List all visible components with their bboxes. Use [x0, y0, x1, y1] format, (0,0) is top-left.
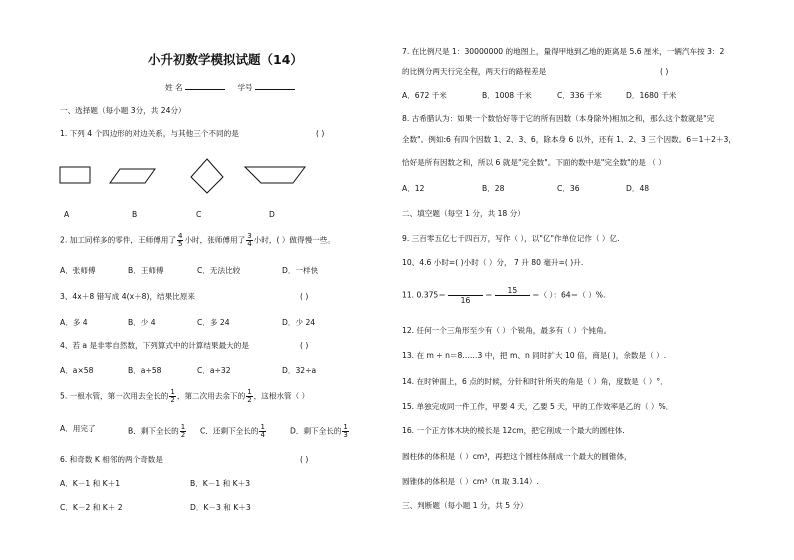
trapezoid-shape [245, 167, 305, 183]
q7-option-b[interactable]: B．1008 千米 [482, 91, 532, 100]
q8-option-a[interactable]: A．12 [402, 184, 425, 193]
fraction: $\frac{4}{5}$ [177, 232, 183, 248]
q16-line-2: 圆柱体的体积是（ ）cm³，再把这个圆柱体削成一个最大的圆锥体， [402, 452, 632, 461]
q7-answer-paren[interactable]: ( ) [660, 67, 669, 76]
q11-text: 11. 0.375＝ 16 ＝ 15 ＝（ ）：64＝（ ）%. [402, 286, 606, 306]
q6-option-a[interactable]: A．K－1 和 K＋1 [60, 479, 121, 488]
rectangle-shape [60, 167, 90, 183]
section-judge-heading: 三、判断题（每小题 1 分，共 5 分） [402, 501, 528, 510]
fraction: $\frac{3}{4}$ [247, 232, 252, 248]
student-info [165, 83, 295, 92]
q4-text: 4、若 a 是非零自然数，下列算式中的计算结果最大的是 [60, 341, 249, 350]
name-label: 姓 名 [165, 83, 183, 92]
q2-option-b[interactable]: B．王师傅 [128, 266, 164, 275]
q2-option-d[interactable]: D．一样快 [282, 266, 319, 275]
q4-option-b[interactable]: B．a÷58 [128, 366, 162, 375]
page-title: 小升初数学模拟试题（14） [148, 52, 303, 67]
q8-line-2: 全数"。例如:6 有四个因数 1、2、3、6，除本身 6 以外，还有 1、2、3 三个因数。6＝1＋2＋3， [402, 135, 736, 144]
q3-option-d[interactable]: D．少 24 [282, 318, 316, 327]
q7-option-c[interactable]: C．336 千米 [557, 91, 602, 100]
q15-text: 15. 单独完成同一件工作，甲要 4 天，乙要 5 天，甲的工作效率是乙的（ ）%． [402, 402, 674, 411]
q2-text: 2. 加工同样多的零件，王师傅用了 $\frac{4}{5}$ 小时，张师傅用了 $\frac{3}{4}$ 小时，( ）做得慢一些。 [60, 232, 335, 248]
q16-line-3: 圆锥体的体积是（ ）cm³（π 取 3.14）. [402, 477, 539, 486]
q1-option-c[interactable]: C [196, 210, 202, 219]
q9-text: 9. 三百零五亿七千四百万，写作（ ），以"亿"作单位记作（ ）亿. [402, 234, 620, 243]
section-fill-heading: 二、填空题（每空 1 分，共 18 分） [402, 209, 525, 218]
q3-answer-paren[interactable]: ( ) [300, 292, 309, 301]
q5-option-b[interactable]: B．剩下全长的 $\frac{1}{2}$ [128, 423, 186, 439]
q12-text: 12. 任何一个三角形至少有（ ）个锐角，最多有（ ）个钝角。 [402, 326, 612, 335]
q6-option-d[interactable]: D．K－3 和 K＋3 [190, 503, 251, 512]
q6-answer-paren[interactable]: ( ) [300, 455, 309, 464]
q6-option-c[interactable]: C．K－2 和 K＋ 2 [60, 503, 123, 512]
q13-text: 13. 在 m ÷ n＝8……3 中，把 m、n 同时扩大 10 倍，商是( )，余数是（ ）. [402, 351, 667, 360]
q4-option-c[interactable]: C．a÷32 [197, 366, 231, 375]
q1-option-b[interactable]: B [132, 210, 138, 219]
q8-option-d[interactable]: D．48 [626, 184, 650, 193]
q3-option-b[interactable]: B．少 4 [128, 318, 156, 327]
q2-option-a[interactable]: A．张师傅 [60, 266, 96, 275]
q1-quadrilateral-figures [55, 155, 355, 195]
q1-text: 1. 下列 4 个四边形的对边关系，与其他三个不同的是 [60, 129, 239, 138]
fraction: $\frac{1}{4}$ [260, 423, 265, 439]
q5-option-c[interactable]: C．还剩下全长的 $\frac{1}{4}$ [200, 423, 265, 439]
q1-option-a[interactable]: A [64, 210, 70, 219]
q5-option-d[interactable]: D．剩下全长的 $\frac{1}{3}$ [290, 423, 348, 439]
q4-option-a[interactable]: A．a×58 [60, 366, 94, 375]
q1-answer-paren[interactable]: ( ) [316, 129, 325, 138]
q6-text: 6. 和奇数 K 相邻的两个奇数是 [60, 455, 163, 464]
q1-option-d[interactable]: D [269, 210, 275, 219]
q3-text: 3、4x＋8 错写成 4(x＋8)，结果比原来 [60, 292, 196, 301]
parallelogram-shape [110, 169, 155, 183]
q6-option-b[interactable]: B．K－1 和 K＋3 [190, 479, 251, 488]
rhombus-shape [191, 159, 223, 193]
q8-line-3: 恰好是所有因数之和，所以 6 就是"完全数"。下面的数中是"完全数"的是 （ ） [402, 158, 666, 167]
q7-line-2: 的比例分两天行完全程，两天行的路程差是 [402, 67, 547, 76]
fraction: $\frac{1}{2}$ [180, 423, 186, 439]
fraction: $\frac{1}{2}$ [170, 388, 175, 404]
q14-text: 14. 在时钟面上，6 点的时候，分针和时针所夹的角是（ ）角，度数是（ ）°． [402, 377, 668, 386]
q3-option-c[interactable]: C．多 24 [197, 318, 230, 327]
q7-line-1: 7. 在比例尺是 1：30000000 的地图上，量得甲地到乙地的距离是 5.6 厘米，一辆汽车按 3：2 [402, 47, 725, 56]
section-choice-heading: 一、选择题（每小题 3分，共 24分） [60, 106, 186, 115]
q5-text: 5. 一根水管，第一次用去全长的 $\frac{1}{2}$ ，第二次用去余下的 $\frac{1}{2}$ ，这根水管（ ） [60, 388, 310, 404]
q11-fraction-1: 16 [448, 286, 482, 305]
fraction: $\frac{1}{3}$ [343, 423, 348, 439]
q3-option-a[interactable]: A．多 4 [60, 318, 88, 327]
q4-option-d[interactable]: D．32÷a [282, 366, 317, 375]
id-label: 学号 [237, 83, 253, 92]
name-blank[interactable] [185, 89, 225, 90]
fraction: $\frac{1}{2}$ [247, 388, 252, 404]
q7-option-d[interactable]: D．1680 千米 [626, 91, 677, 100]
q10-text: 10、4.6 小时=( )小时（ ）分， 7 升 80 毫升=( )升. [402, 258, 584, 267]
q7-option-a[interactable]: A．672 千米 [402, 91, 447, 100]
q5-option-a[interactable]: A．用完了 [60, 424, 96, 433]
q16-text: 16. 一个正方体木块的棱长是 12cm，把它削成一个最大的圆柱体. [402, 426, 625, 435]
id-blank[interactable] [255, 89, 295, 90]
q4-answer-paren[interactable]: ( ) [300, 341, 309, 350]
q11-fraction-2: 15 [495, 286, 529, 305]
q8-option-b[interactable]: B．28 [482, 184, 505, 193]
q2-option-c[interactable]: C．无法比较 [197, 266, 241, 275]
q8-line-1: 8. 古希腊认为：如果一个数恰好等于它的所有因数（本身除外)相加之和，那么这个数就是"完 [402, 114, 715, 123]
q8-option-c[interactable]: C．36 [557, 184, 580, 193]
